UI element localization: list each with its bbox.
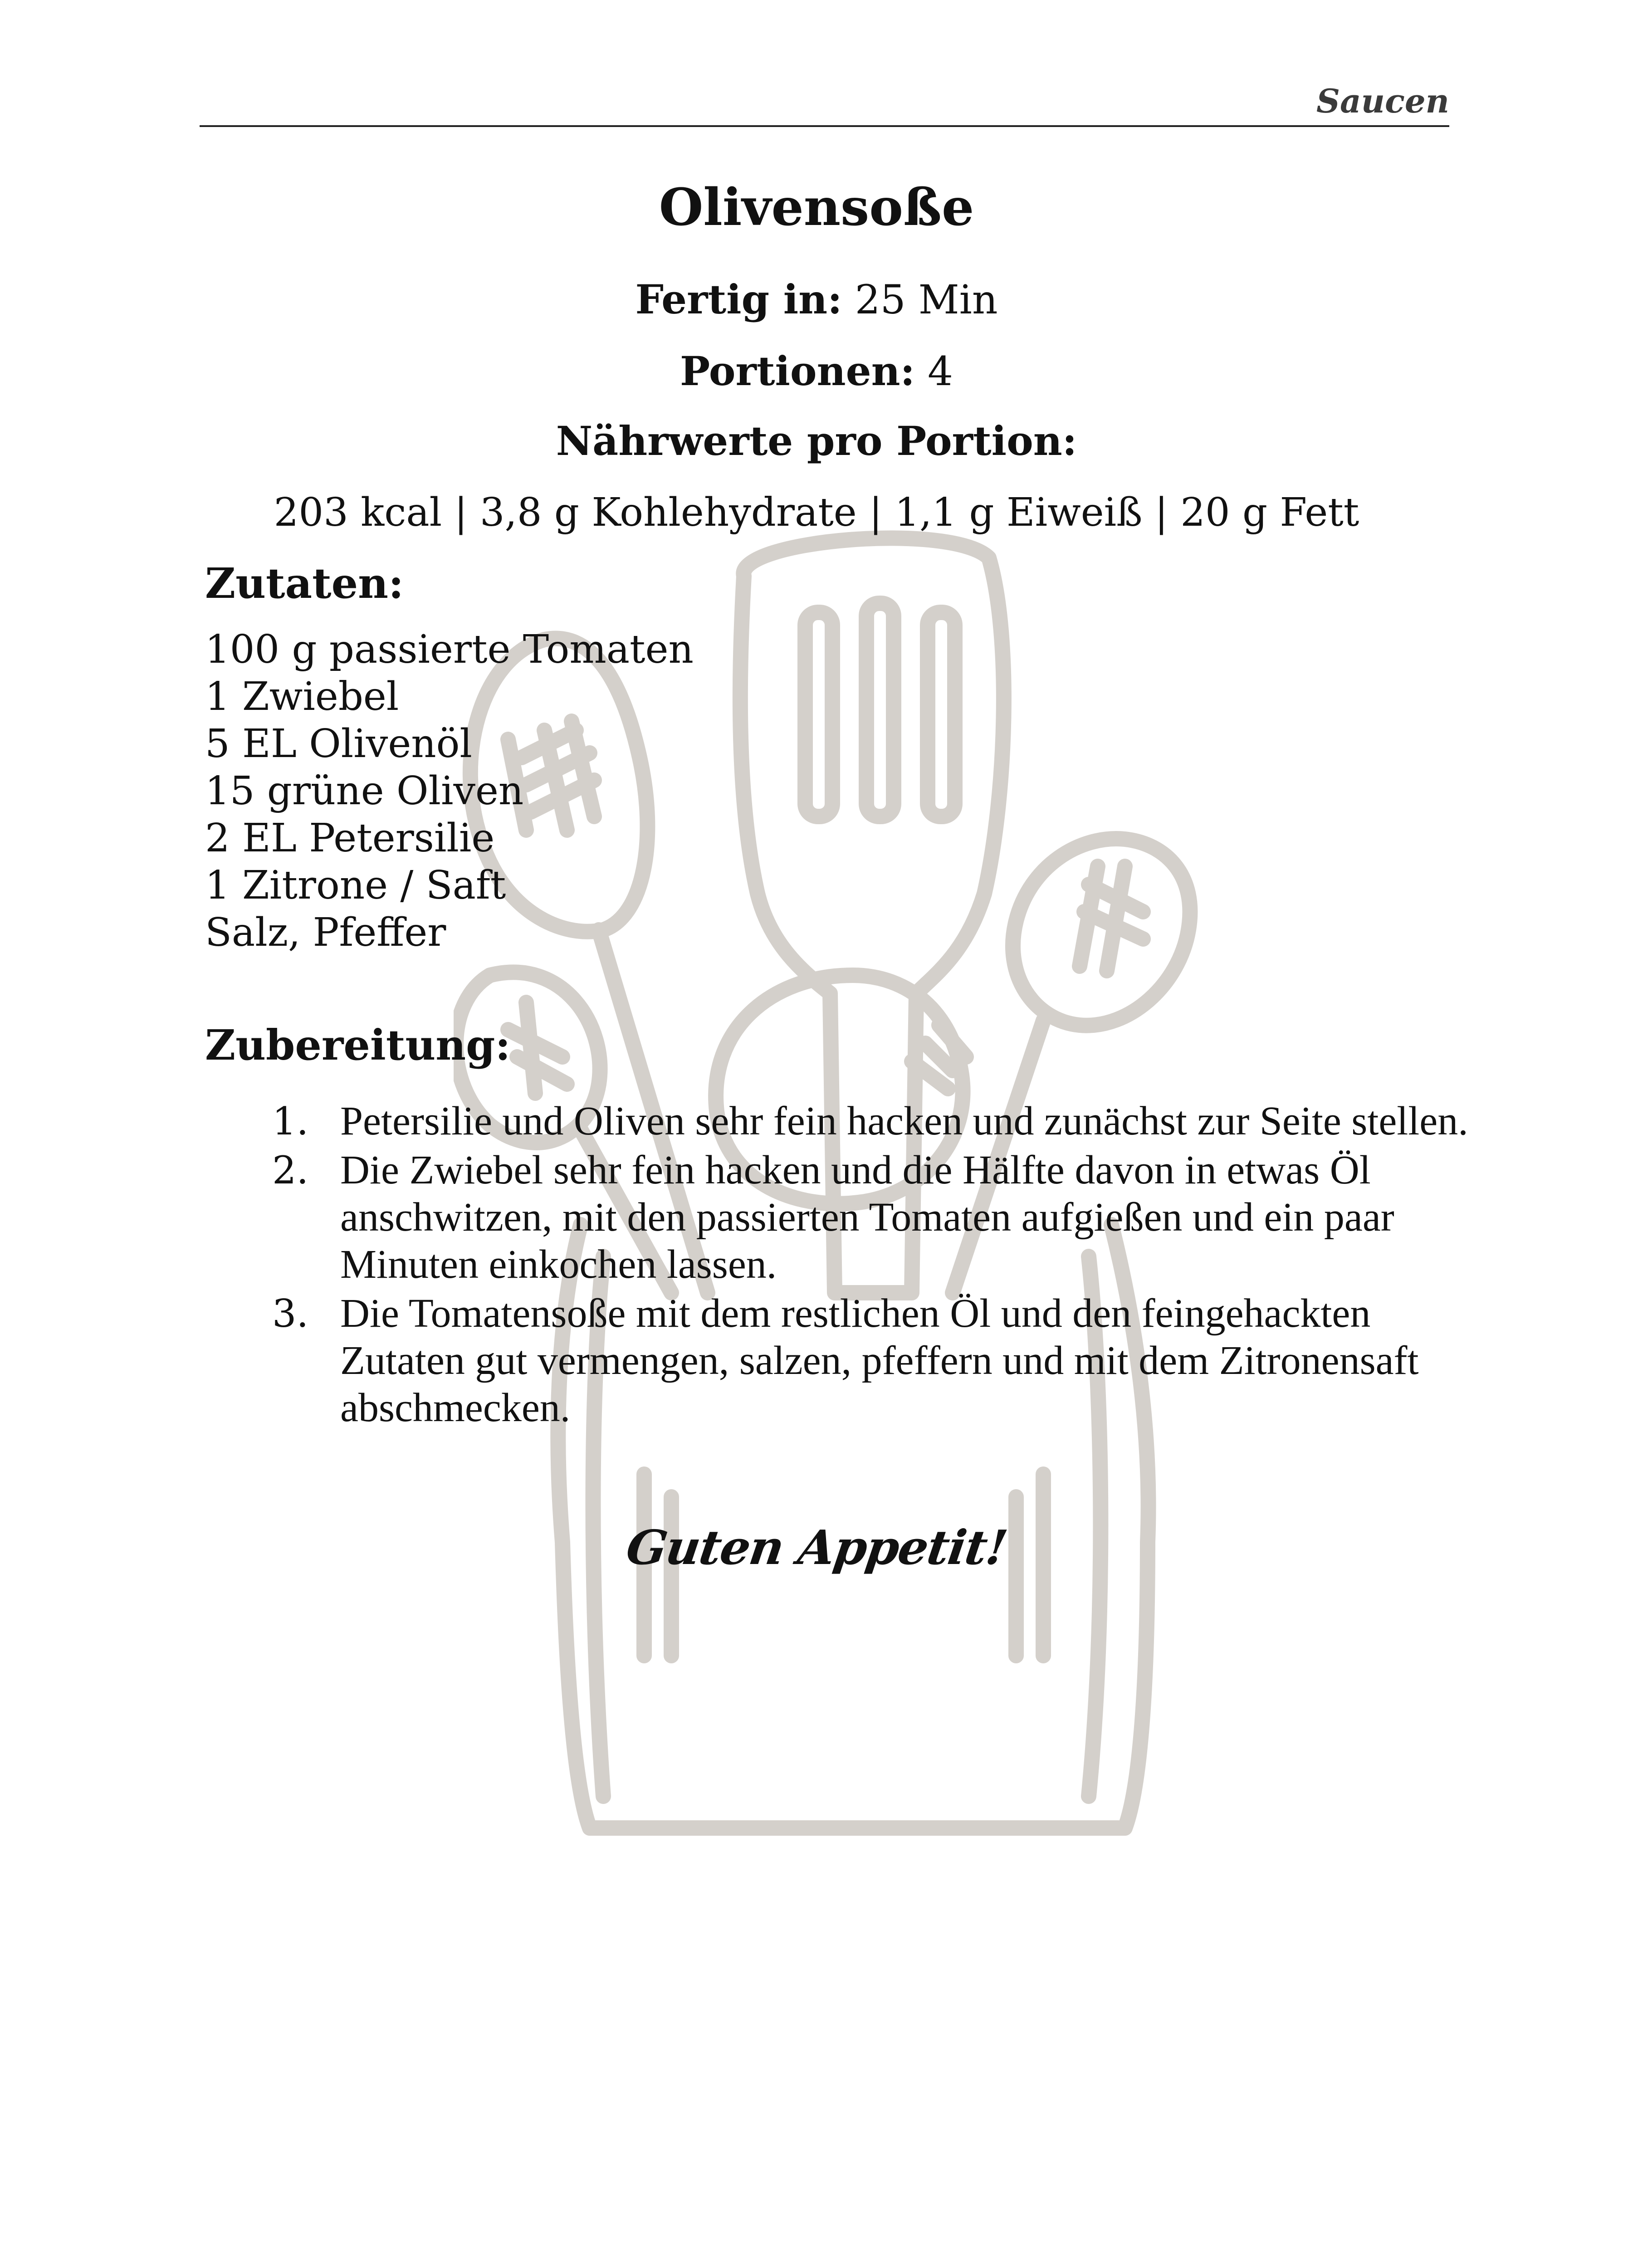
step-number: 1.: [272, 1099, 309, 1144]
ingredients-heading: Zutaten:: [205, 559, 404, 608]
step-item: [254, 1098, 1479, 1145]
ready-in-line: [0, 276, 1633, 323]
ingredient-item: 1 Zitrone / Saft: [205, 863, 506, 908]
step-text: Die Tomatensoße mit dem restlichen Öl und den feingehackten Zutaten gut vermengen, salzen, pfeffern und mit dem Zitronensaft abschmecken.: [340, 1291, 1419, 1430]
step-item: [254, 1147, 1479, 1288]
ingredients-list: [205, 626, 694, 956]
portions-line: [0, 347, 1633, 395]
ingredient-item: Salz, Pfeffer: [205, 910, 446, 955]
step-number: 2.: [272, 1148, 309, 1193]
closing-greeting: Guten Appetit!: [623, 1520, 1010, 1575]
header-divider: [200, 125, 1449, 127]
running-header-section: Saucen: [1316, 82, 1449, 120]
ingredient-item: 15 grüne Oliven: [205, 768, 524, 814]
ingredient-item: 2 EL Petersilie: [205, 816, 495, 861]
ingredient-item: 1 Zwiebel: [205, 674, 399, 719]
ready-in-label: Fertig in:: [635, 276, 842, 323]
step-text: Petersilie und Oliven sehr fein hacken und zunächst zur Seite stellen.: [340, 1099, 1468, 1144]
steps-heading: Zubereitung:: [205, 1021, 511, 1070]
nutrition-heading: Nährwerte pro Portion:: [556, 417, 1077, 464]
recipe-title: Olivensoße: [659, 178, 974, 237]
step-item: [254, 1290, 1479, 1432]
steps-list: [254, 1098, 1479, 1433]
ready-in-value: 25 Min: [855, 276, 998, 323]
step-number: 3.: [272, 1291, 309, 1336]
nutrition-values: 203 kcal | 3,8 g Kohlehydrate | 1,1 g Eiweiß | 20 g Fett: [274, 490, 1359, 535]
ingredient-item: 100 g passierte Tomaten: [205, 627, 694, 672]
step-text: Die Zwiebel sehr fein hacken und die Hälfte davon in etwas Öl anschwitzen, mit den passierten Tomaten aufgießen und ein paar Minuten einkochen lassen.: [340, 1148, 1394, 1287]
ingredient-item: 5 EL Olivenöl: [205, 721, 472, 767]
portions-value: 4: [928, 348, 953, 395]
portions-label: Portionen:: [680, 347, 915, 395]
